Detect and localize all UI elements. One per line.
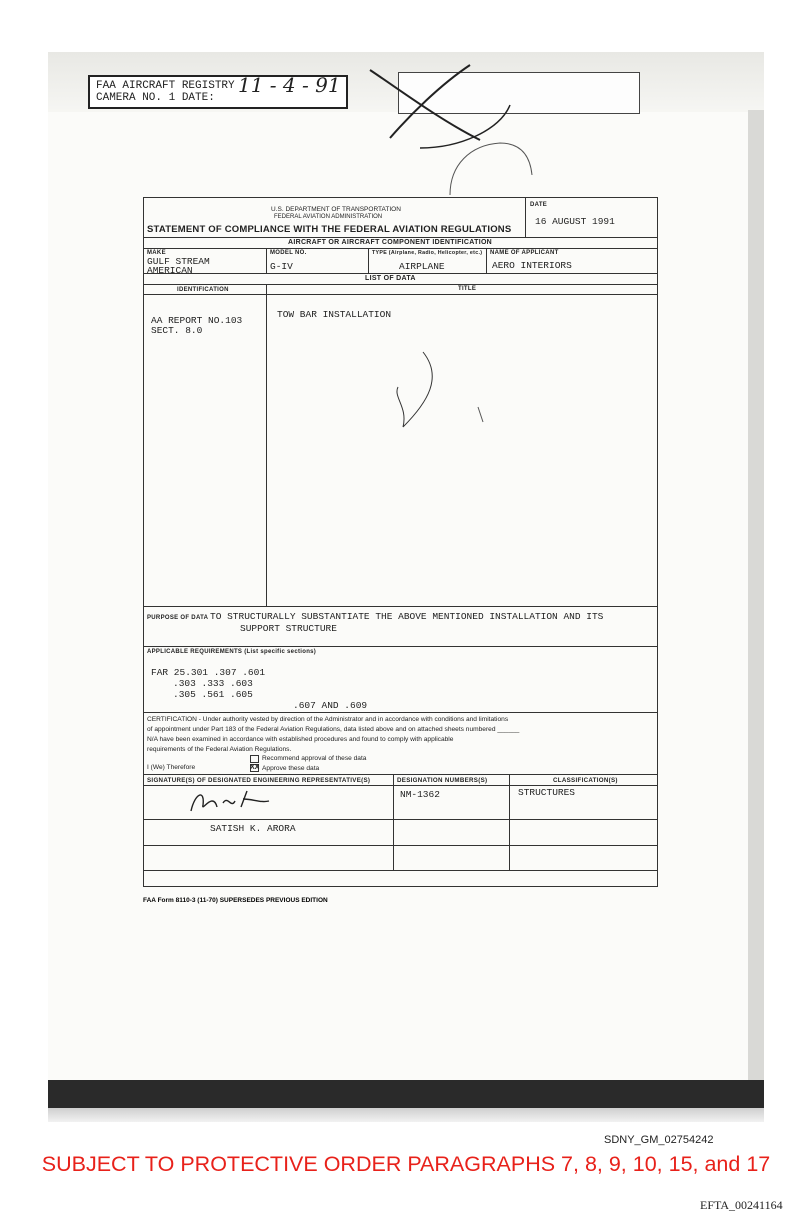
identification-value-2: SECT. 8.0 <box>151 325 203 336</box>
bates-number: SDNY_GM_02754242 <box>604 1134 714 1146</box>
requirements-line-4: .607 AND .609 <box>293 700 368 711</box>
scan-bottom-edge-light <box>48 1108 764 1122</box>
purpose-value-1: TO STRUCTURALLY SUBSTANTIATE THE ABOVE MENTIONED INSTALLATION AND ITS <box>210 611 604 622</box>
model-label: MODEL NO. <box>270 250 307 256</box>
approve-checkbox-mark: XX <box>250 764 260 771</box>
handwritten-signature <box>183 785 273 815</box>
component-identification-header: AIRCRAFT OR AIRCRAFT COMPONENT IDENTIFICATION <box>288 239 493 246</box>
certification-line-3: N/A have been examined in accordance with established procedures and found to comply with applicable <box>147 736 454 743</box>
purpose-value-2: SUPPORT STRUCTURE <box>240 623 337 634</box>
title-value: TOW BAR INSTALLATION <box>277 309 392 320</box>
certification-text <box>147 715 655 755</box>
requirements-line-2: .303 .333 .603 <box>173 678 253 689</box>
pen-stroke-mark <box>440 135 540 205</box>
type-value: AIRPLANE <box>399 261 445 272</box>
registry-stamp-title: FAA AIRCRAFT REGISTRY <box>96 80 235 92</box>
approve-option: Approve these data <box>262 765 320 772</box>
certification-line-4: requirements of the Federal Aviation Regulations. <box>147 746 292 753</box>
registry-stamp-camera: CAMERA NO. 1 DATE: <box>96 92 215 104</box>
classification-value: STRUCTURES <box>518 787 576 798</box>
date-value: 16 AUGUST 1991 <box>535 216 615 227</box>
registry-stamp-date: 11 - 4 - 91 <box>238 73 341 97</box>
identification-value-1: AA REPORT NO.103 <box>151 315 243 326</box>
agency-line-2: FEDERAL AVIATION ADMINISTRATION <box>274 214 383 220</box>
classification-label: CLASSIFICATION(S) <box>553 777 618 784</box>
requirements-line-1: FAR 25.301 .307 .601 <box>151 667 266 678</box>
pen-squiggle <box>383 347 493 437</box>
registry-stamp <box>88 75 348 109</box>
identification-label: IDENTIFICATION <box>177 287 229 293</box>
make-value-1: GULF STREAM <box>147 256 210 267</box>
designation-label: DESIGNATION NUMBERS(S) <box>397 777 488 784</box>
form-footer: FAA Form 8110-3 (11-70) SUPERSEDES PREVIOUS EDITION <box>143 897 328 904</box>
certification-line-1: CERTIFICATION - Under authority vested by direction of the Administrator and in accordance with conditions and limitations <box>147 716 509 723</box>
designation-value: NM-1362 <box>400 789 440 800</box>
requirements-line-3: .305 .561 .605 <box>173 689 253 700</box>
form-title: STATEMENT OF COMPLIANCE WITH THE FEDERAL AVIATION REGULATIONS <box>147 224 512 235</box>
list-of-data-header: LIST OF DATA <box>365 275 416 282</box>
faa-form-8110-3 <box>143 197 658 887</box>
signature-label: SIGNATURE(S) OF DESIGNATED ENGINEERING REPRESENTATIVE(S) <box>147 777 371 784</box>
title-label: TITLE <box>458 286 477 292</box>
model-value: G-IV <box>270 261 293 272</box>
applicant-value: AERO INTERIORS <box>492 260 572 271</box>
type-label: TYPE (Airplane, Radio, Helicopter, etc.) <box>372 250 483 256</box>
recommend-checkbox <box>250 755 259 763</box>
scan-bottom-edge <box>48 1080 764 1108</box>
requirements-label: APPLICABLE REQUIREMENTS (List specific sections) <box>147 649 317 655</box>
scan-right-edge <box>748 110 764 1082</box>
purpose-label: PURPOSE OF DATA <box>147 615 209 621</box>
date-label: DATE <box>530 202 548 208</box>
certification-line-2: of appointment under Part 183 of the Federal Aviation Regulations, data listed above and on attached sheets numbered ______ <box>147 726 520 733</box>
certification-therefore: I (We) Therefore <box>147 764 196 771</box>
recommend-option: Recommend approval of these data <box>262 755 367 762</box>
agency-line-1: U.S. DEPARTMENT OF TRANSPORTATION <box>271 206 401 213</box>
efta-number: EFTA_00241164 <box>700 1198 783 1212</box>
signer-name: SATISH K. ARORA <box>210 823 296 834</box>
make-value-2: AMERICAN <box>147 265 193 276</box>
applicant-label: NAME OF APPLICANT <box>490 250 559 256</box>
protective-order-notice: SUBJECT TO PROTECTIVE ORDER PARAGRAPHS 7, 8, 9, 10, 15, and 17 <box>41 1152 771 1176</box>
make-label: MAKE <box>147 250 166 256</box>
